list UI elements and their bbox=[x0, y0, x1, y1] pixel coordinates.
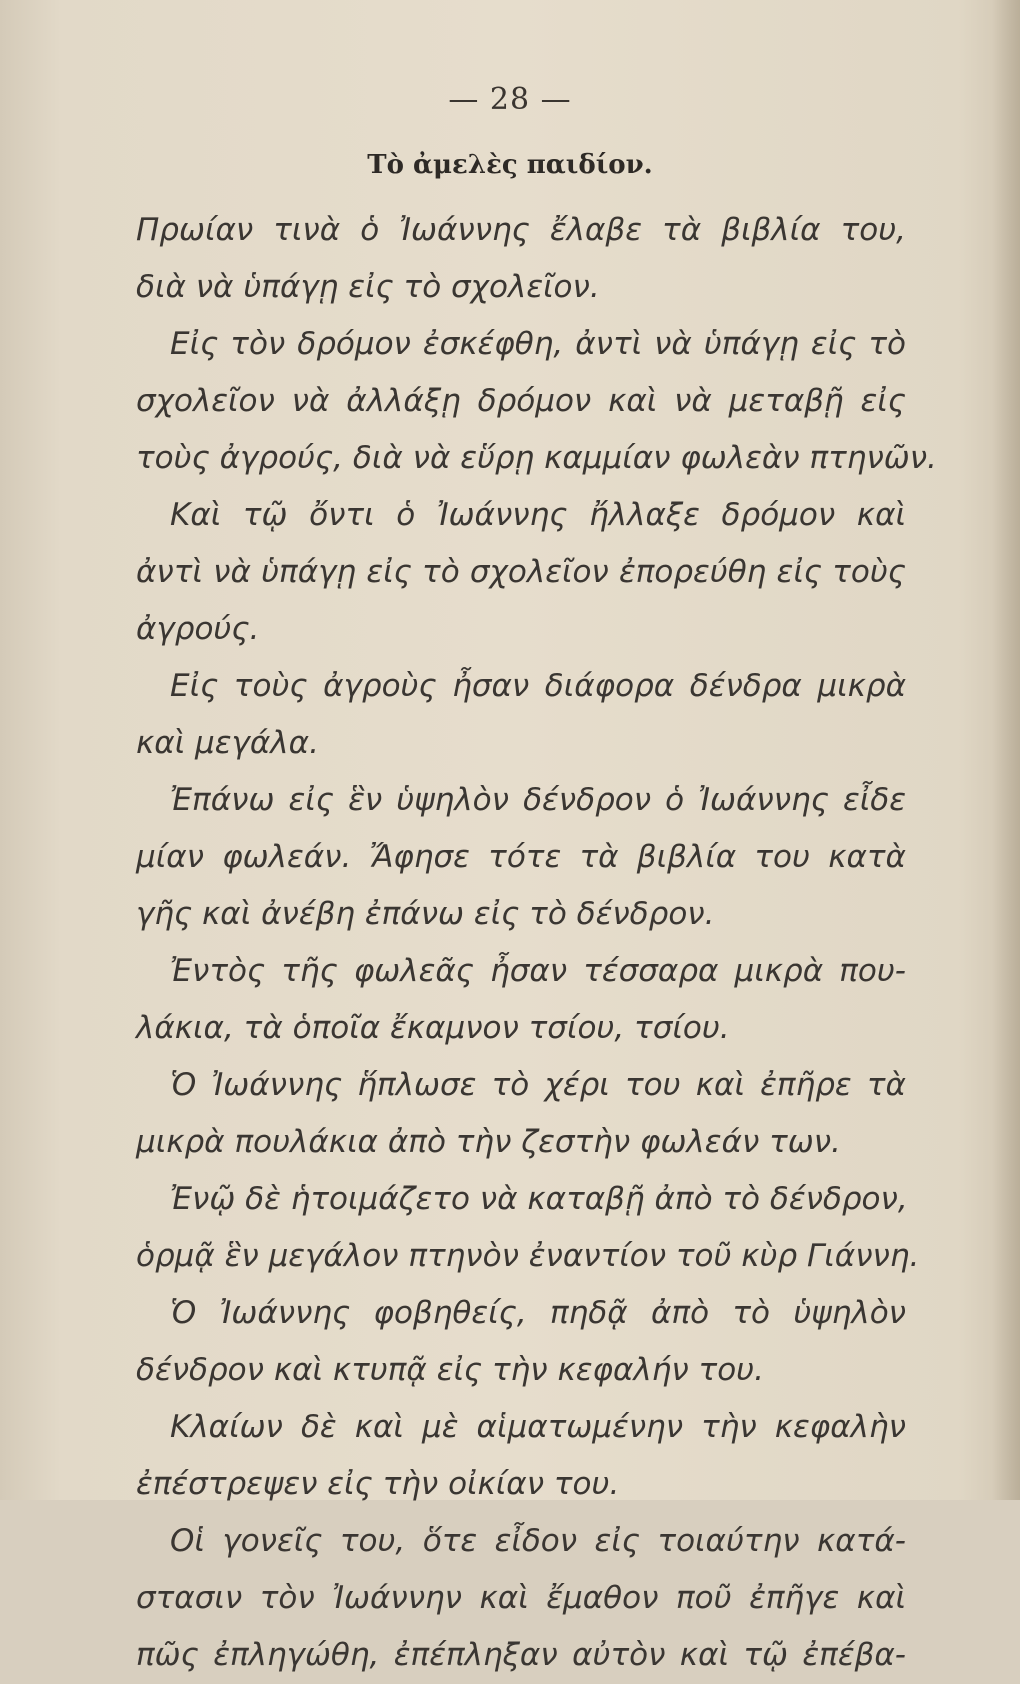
text-line: μικρὰ πουλάκια ἀπὸ τὴν ζεστὴν φωλεάν των. bbox=[136, 1124, 841, 1160]
text-line: δένδρον καὶ κτυπᾷ εἰς τὴν κεφαλήν του. bbox=[136, 1352, 764, 1388]
page-edge-shadow bbox=[992, 0, 1020, 1500]
text-line: πῶς ἐπληγώθη, ἐπέπληξαν αὐτὸν καὶ τῷ ἐπέβα- bbox=[136, 1637, 906, 1673]
text-line: Εἰς τοὺς ἀγροὺς ἦσαν διάφορα δένδρα μικρὰ bbox=[170, 668, 906, 704]
text-line: Ἐπάνω εἰς ἓν ὑψηλὸν δένδρον ὁ Ἰωάννης εἶδε bbox=[170, 782, 906, 818]
text-line: ἀγρούς. bbox=[136, 611, 260, 647]
text-line: ἀντὶ νὰ ὑπάγῃ εἰς τὸ σχολεῖον ἐπορεύθη εἰς τοὺς bbox=[136, 554, 906, 590]
text-line: μίαν φωλεάν. Ἄφησε τότε τὰ βιβλία του κατὰ bbox=[136, 839, 906, 875]
text-line: τοὺς ἀγρούς, διὰ νὰ εὕρῃ καμμίαν φωλεὰν πτηνῶν. bbox=[136, 440, 937, 476]
text-line: λάκια, τὰ ὁποῖα ἔκαμνον τσίου, τσίου. bbox=[136, 1010, 730, 1046]
text-line: στασιν τὸν Ἰωάννην καὶ ἔμαθον ποῦ ἐπῆγε καὶ bbox=[136, 1580, 906, 1616]
text-line: Ἐντὸς τῆς φωλεᾶς ἦσαν τέσσαρα μικρὰ που- bbox=[170, 953, 906, 989]
text-line: Εἰς τὸν δρόμον ἐσκέφθη, ἀντὶ νὰ ὑπάγῃ εἰς τὸ bbox=[170, 326, 906, 362]
text-line: γῆς καὶ ἀνέβη ἐπάνω εἰς τὸ δένδρον. bbox=[136, 896, 715, 932]
text-line: Οἱ γονεῖς του, ὅτε εἶδον εἰς τοιαύτην κατά- bbox=[170, 1523, 906, 1559]
body-text bbox=[136, 202, 937, 1684]
chapter-title: Τὸ ἀμελὲς παιδίον. bbox=[367, 150, 653, 180]
text-line: Ἐνῷ δὲ ἡτοιμάζετο νὰ καταβῇ ἀπὸ τὸ δένδρον, bbox=[170, 1181, 908, 1217]
text-line: ὁρμᾷ ἓν μεγάλον πτηνὸν ἐναντίον τοῦ κὺρ Γιάννη. bbox=[136, 1238, 920, 1274]
text-line: σχολεῖον νὰ ἀλλάξῃ δρόμον καὶ νὰ μεταβῇ εἰς bbox=[136, 383, 906, 419]
text-line: διὰ νὰ ὑπάγῃ εἰς τὸ σχολεῖον. bbox=[136, 269, 600, 305]
text-line: Ὁ Ἰωάννης ἥπλωσε τὸ χέρι του καὶ ἐπῆρε τὰ bbox=[170, 1067, 906, 1103]
text-line: ἐπέστρεψεν εἰς τὴν οἰκίαν του. bbox=[136, 1466, 620, 1502]
text-line: Καὶ τῷ ὄντι ὁ Ἰωάννης ἤλλαξε δρόμον καὶ bbox=[170, 497, 906, 533]
text-line: Ὁ Ἰωάννης φοβηθείς, πηδᾷ ἀπὸ τὸ ὑψηλὸν bbox=[170, 1295, 906, 1331]
text-line: καὶ μεγάλα. bbox=[136, 725, 319, 761]
page-number: — 28 — bbox=[448, 82, 572, 117]
text-line: Κλαίων δὲ καὶ μὲ αἱματωμένην τὴν κεφαλὴν bbox=[170, 1409, 906, 1445]
text-line: Πρωίαν τινὰ ὁ Ἰωάννης ἔλαβε τὰ βιβλία του, bbox=[136, 212, 906, 248]
